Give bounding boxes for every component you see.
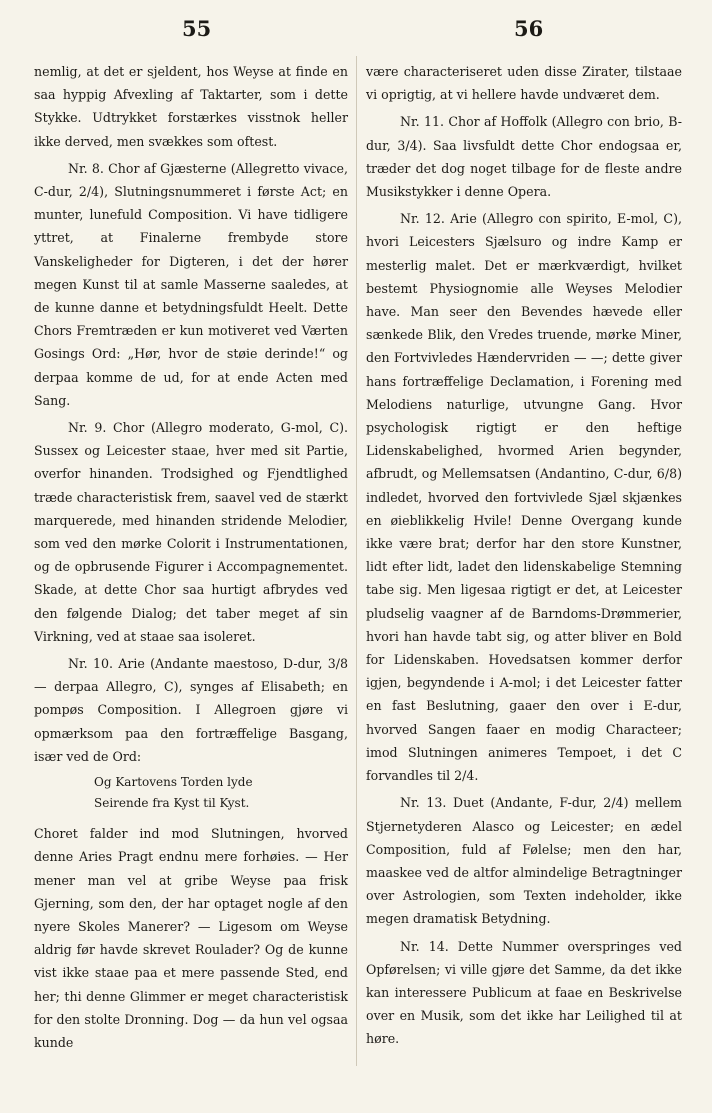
left-paragraph-nr9: Nr. 9. Chor (Allegro moderato, G-mol, C). Sussex og Leicester staae, hver med sit Partie, overfor hinanden. Trodsighed og Fjendtlighed træde characteristisk frem, saavel ved de stærkt marquerede, med hinanden stridende Melodier, som ved den mørke Colorit i Instrumentationen, og de opbrusende Figurer i Accompagnementet. Skade, at dette Chor saa hurtigt afbrydes ved den følgende Dialog; det taber meget af sin Virkning, ved at staae saa isoleret.	[34, 420, 348, 644]
left-paragraph-1: nemlig, at det er sjeldent, hos Weyse at finde en saa hyppig Afvexling af Taktarter, som i dette Stykke. Udtrykket forstærkes visstnok heller ikke derved, men svækkes som oftest.	[34, 64, 348, 149]
right-paragraph-nr11: Nr. 11. Chor af Hoffolk (Allegro con brio, B-dur, 3/4). Saa livsfuldt dette Chor endogsaa er, træder det dog noget tilbage for de fleste andre Musikstykker i denne Opera.	[366, 114, 682, 200]
verse-line-2: Seirende fra Kyst til Kyst.	[94, 796, 250, 811]
right-paragraph-1: være characteriseret uden disse Zirater, tilstaae vi oprigtig, at vi hellere havde undværet dem.	[366, 64, 682, 103]
right-page-text	[366, 60, 682, 1055]
right-page-number: 56	[514, 16, 544, 41]
left-paragraph-nr8: Nr. 8. Chor af Gjæsterne (Allegretto vivace, C-dur, 2/4), Slutningsnummeret i første Act; en munter, lunefuld Composition. Vi have tidligere yttret, at Finalerne frembyde store Vanskeligheder for Digteren, i det der hører megen Kunst til at samle Masserne saaledes, at de kunne danne et betydningsfuldt Heelt. Dette Chors Fremtræden er kun motiveret ved Værten Gosings Ord: „Hør, hvor de støie derinde!“ og derpaa komme de ud, for at ende Acten med Sang.	[34, 160, 348, 408]
right-paragraph-nr12: Nr. 12. Arie (Allegro con spirito, E-mol, C), hvori Leicesters Sjælsuro og indre Kamp er mesterlig malet. Det er mærkværdigt, hvilket bestemt Physiognomie alle Weyses Melodier have. Man seer den Bevendes hævede eller sænkede Blik, den Vredes truende, mørke Miner, den Fortvivledes Hændervriden — —; dette giver hans fortræffelige Declamation, i Forening med Melodiens naturlige, utvungne Gang. Hvor psychologisk rigtigt er den heftige Lidenskabelighed, hvormed Arien begynder, afbrudt, og Mellemsatsen (Andantino, C-dur, 6/8) indledet, hvorved den fortvivlede Sjæl skjænkes en øieblikkelig Hvile! Denne Overgang kunde ikke være brat; derfor har den store Kunstner, lidt efter lidt, ladet den lidenskabelige Stemning tabe sig. Men ligesaa rigtigt er det, at Leicester pludselig vaagner af de Barndoms-Drømmerier, hvori han havde tabt sig, og atter bliver en Bold for Lidenskaben. Hovedsatsen kommer derfor igjen, begyndende i A-mol; i det Leicester fatter en fast Beslutning, gaaer den over i E-dur, hvorved Sangen faaer en modig Characteer; imod Slutningen animeres Tempoet, i det C forvandles til 2/4.	[366, 211, 682, 784]
right-paragraph-nr14: Nr. 14. Dette Nummer overspringes ved Opførelsen; vi ville gjøre det Samme, da det ikke kan interessere Publicum at faae en Beskrivelse over en Musik, som det ikke har Leilighed til at høre.	[366, 938, 682, 1047]
left-page-number: 55	[182, 16, 212, 41]
left-paragraph-nr10: Nr. 10. Arie (Andante maestoso, D-dur, 3/8 — derpaa Allegro, C), synges af Elisabeth; en pompøs Composition. I Allegroen gjøre vi opmærksom paa den fortræffelige Basgang, især ved de Ord:	[34, 656, 348, 764]
right-paragraph-nr13: Nr. 13. Duet (Andante, F-dur, 2/4) mellem Stjernetyderen Alasco og Leicester; en ædel Composition, fuld af Følelse; men den har, maaskee ved de altfor almindelige Betragtninger over Astrologien, som Texten indeholder, ikke megen dramatisk Betydning.	[366, 795, 682, 927]
verse-line-1: Og Kartovens Torden lyde	[94, 775, 253, 790]
page-gutter	[356, 56, 357, 1066]
left-paragraph-5: Choret falder ind mod Slutningen, hvorved denne Aries Pragt endnu mere forhøies. — Her mener man vel at gribe Weyse paa frisk Gjerning, som den, der har optaget nogle af den nyere Skoles Manerer? — Ligesom om Weyse aldrig før havde skrevet Roulader? Og de kunne vist ikke staae paa et mere passende Sted, end her; thi denne Glimmer er meget characteristisk for den stolte Dronning. Dog — da hun vel ogsaa kunde	[34, 826, 348, 1050]
left-page-text	[34, 60, 348, 1058]
verse-quote	[94, 772, 348, 814]
